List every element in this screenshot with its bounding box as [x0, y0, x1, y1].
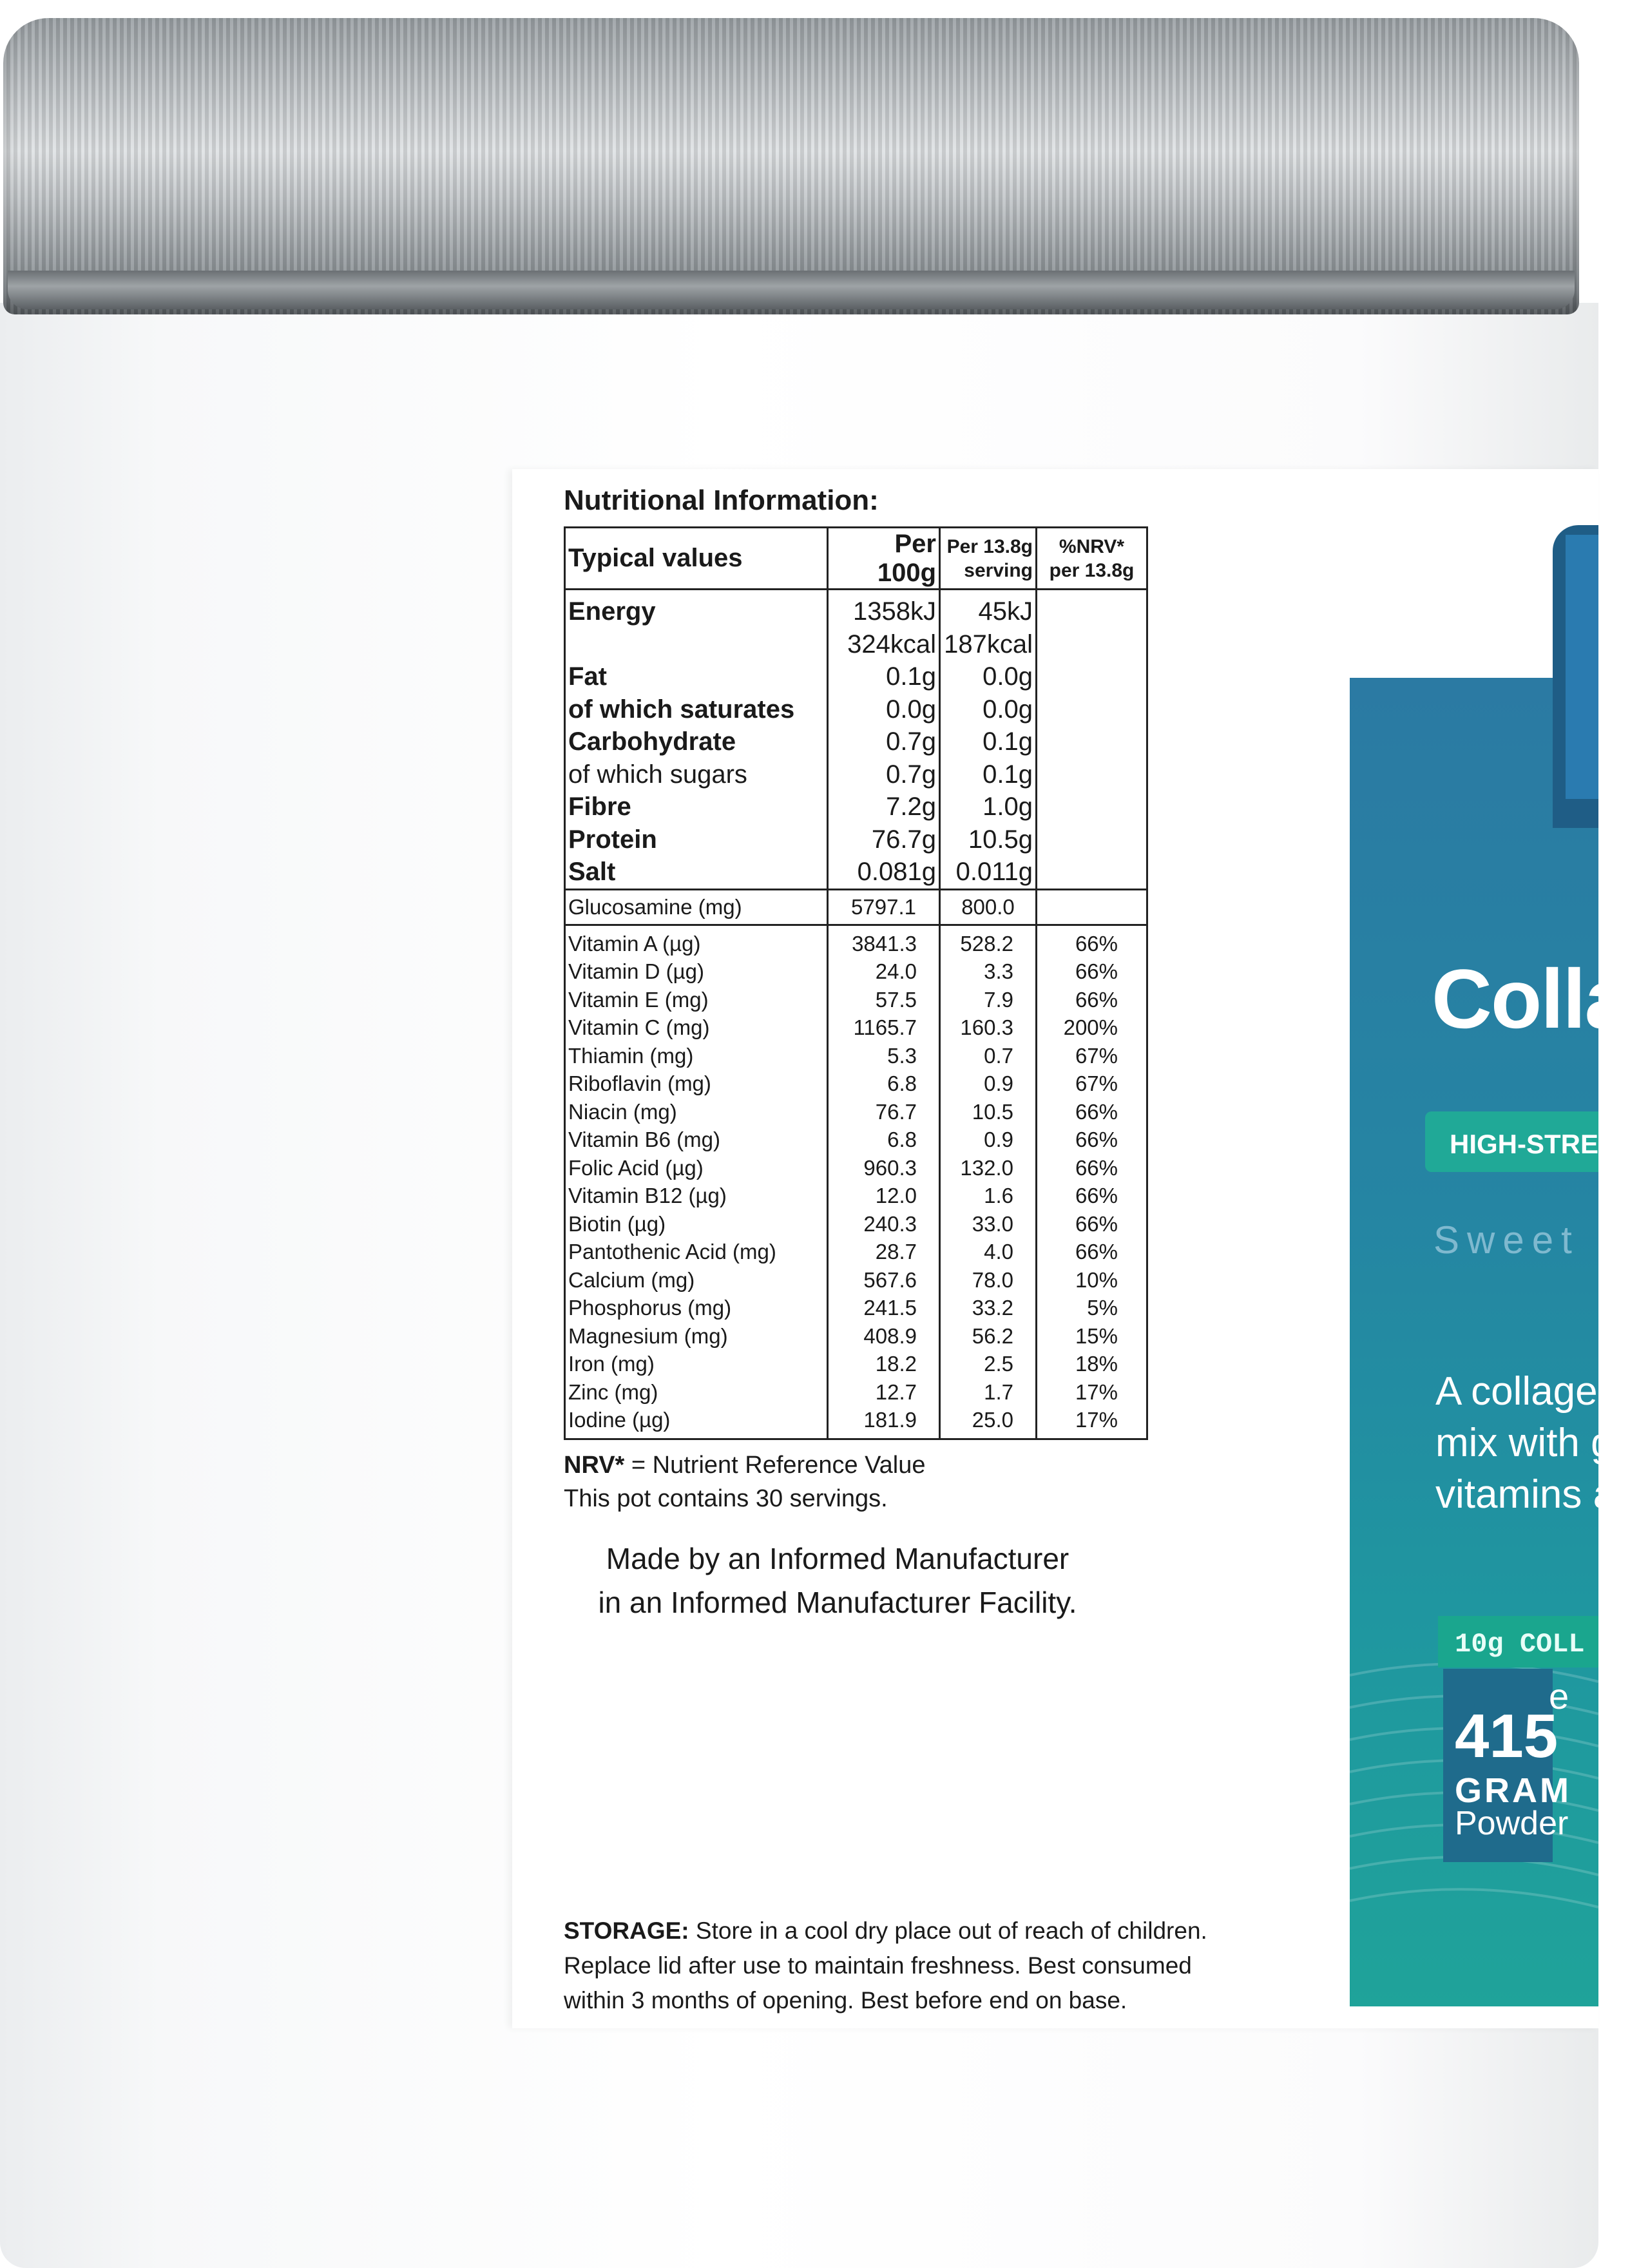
nutrient-per100: 0.1g: [828, 660, 940, 693]
nutrient-per100: 0.7g: [828, 726, 940, 758]
nutrient-serving: 45kJ: [940, 590, 1037, 628]
vitamin-serving: 132.0: [940, 1154, 1037, 1182]
vitamin-nrv: 66%: [1037, 986, 1147, 1014]
glucosamine-nrv: [1037, 889, 1147, 925]
nutrient-label: Carbohydrate: [568, 727, 736, 756]
vitamin-serving: 25.0: [940, 1406, 1037, 1439]
nutrient-nrv: [1037, 791, 1147, 823]
header-nrv: [1037, 528, 1147, 590]
vitamin-nrv: 15%: [1037, 1322, 1147, 1350]
vitamin-per100: 240.3: [828, 1210, 940, 1238]
nutrient-nrv: [1037, 823, 1147, 856]
nutrient-per100: 0.081g: [828, 856, 940, 889]
vitamin-nrv: 66%: [1037, 1182, 1147, 1210]
table-row: [565, 1266, 1147, 1294]
weight-unit: GRAM: [1455, 1771, 1571, 1810]
product-title: Colla: [1432, 952, 1630, 1046]
table-row: [565, 791, 1147, 823]
glucosamine-serving: 800.0: [940, 889, 1037, 925]
desc-line-1: A collagen: [1435, 1369, 1620, 1414]
table-row: [565, 1294, 1147, 1322]
vitamin-nrv: 66%: [1037, 1238, 1147, 1266]
vitamin-serving: 0.9: [940, 1126, 1037, 1154]
desc-line-2: mix with g: [1435, 1421, 1613, 1465]
vitamin-nrv: 66%: [1037, 1154, 1147, 1182]
vitamin-label: Vitamin D (µg): [568, 959, 704, 984]
manufacturer-line-2: in an Informed Manufacturer Facility.: [598, 1586, 1077, 1619]
table-row: [565, 590, 1147, 628]
vitamin-nrv: 17%: [1037, 1406, 1147, 1439]
strength-pill-text: HIGH-STREN: [1450, 1129, 1618, 1159]
vitamin-per100: 76.7: [828, 1098, 940, 1126]
brand-logo-icon: [1566, 535, 1598, 799]
weight-value: 415: [1455, 1702, 1558, 1771]
storage-text-1: Store in a cool dry place out of reach of children.: [689, 1917, 1207, 1944]
nutrient-serving: 10.5g: [940, 823, 1037, 856]
vitamin-label: Vitamin A (µg): [568, 931, 701, 956]
nutrient-nrv: [1037, 660, 1147, 693]
vitamin-label: Thiamin (mg): [568, 1043, 694, 1068]
vitamin-label: Niacin (mg): [568, 1099, 677, 1124]
vitamin-per100: 6.8: [828, 1126, 940, 1154]
vitamin-label: Calcium (mg): [568, 1267, 695, 1292]
vitamin-nrv: 10%: [1037, 1266, 1147, 1294]
table-row: [565, 823, 1147, 856]
nutrient-label: Fibre: [568, 793, 631, 822]
vitamin-per100: 28.7: [828, 1238, 940, 1266]
vitamin-per100: 5.3: [828, 1042, 940, 1070]
vitamin-per100: 12.7: [828, 1378, 940, 1407]
storage-heading: STORAGE:: [564, 1917, 689, 1944]
glucosamine-section: [565, 889, 1147, 925]
vitamin-nrv: 66%: [1037, 1126, 1147, 1154]
header-per-serving: [940, 528, 1037, 590]
manufacturer-statement: [515, 1537, 1160, 1624]
nutrient-label: Salt: [568, 858, 616, 887]
nutrient-label: Protein: [568, 825, 657, 854]
header-per100: Per 100g: [828, 528, 940, 590]
vitamin-serving: 10.5: [940, 1098, 1037, 1126]
vitamin-per100: 18.2: [828, 1350, 940, 1378]
manufacturer-line-1: Made by an Informed Manufacturer: [606, 1542, 1069, 1575]
vitamin-label: Vitamin C (mg): [568, 1015, 710, 1040]
vitamin-serving: 3.3: [940, 957, 1037, 986]
table-row: [565, 1014, 1147, 1042]
vitamin-nrv: 66%: [1037, 925, 1147, 957]
header-nrv-line1: %NRV*: [1059, 535, 1125, 557]
servings-note: This pot contains 30 servings.: [564, 1485, 888, 1512]
nutrient-label: of which sugars: [568, 760, 747, 789]
vitamin-label: Iron (mg): [568, 1352, 655, 1376]
nutrition-header-row: [565, 528, 1147, 590]
vitamin-nrv: 66%: [1037, 1098, 1147, 1126]
vitamin-serving: 33.2: [940, 1294, 1037, 1322]
table-row: [565, 1154, 1147, 1182]
vitamin-serving: 56.2: [940, 1322, 1037, 1350]
table-row: [565, 957, 1147, 986]
table-row: [565, 726, 1147, 758]
table-row: [565, 660, 1147, 693]
vitamin-label: Riboflavin (mg): [568, 1072, 711, 1096]
table-row: [565, 1210, 1147, 1238]
vitamin-per100: 567.6: [828, 1266, 940, 1294]
table-row: [565, 758, 1147, 791]
table-row: [565, 1070, 1147, 1098]
vitamin-per100: 1165.7: [828, 1014, 940, 1042]
nutrient-serving: 0.1g: [940, 758, 1037, 791]
vitamin-per100: 6.8: [828, 1070, 940, 1098]
nutrient-nrv: [1037, 856, 1147, 889]
vitamin-serving: 0.7: [940, 1042, 1037, 1070]
vitamin-serving: 1.7: [940, 1378, 1037, 1407]
table-row: [565, 628, 1147, 661]
nutrient-per100: 7.2g: [828, 791, 940, 823]
nutrient-serving: 0.011g: [940, 856, 1037, 889]
flavor-text: Sweet: [1433, 1218, 1580, 1262]
vitamin-nrv: 5%: [1037, 1294, 1147, 1322]
nutrient-serving: 0.1g: [940, 726, 1037, 758]
lid: [3, 18, 1579, 314]
vitamin-label: Vitamin E (mg): [568, 987, 709, 1012]
table-row: [565, 1042, 1147, 1070]
nutrient-nrv: [1037, 628, 1147, 661]
vitamin-per100: 24.0: [828, 957, 940, 986]
vitamin-nrv: 17%: [1037, 1378, 1147, 1407]
collagen-strip-text: 10g COLL: [1455, 1629, 1585, 1660]
table-row: [565, 1098, 1147, 1126]
nutrient-serving: 0.0g: [940, 693, 1037, 726]
vitamin-per100: 12.0: [828, 1182, 940, 1210]
header-typical: Typical values: [565, 528, 828, 590]
nutrient-serving: 0.0g: [940, 660, 1037, 693]
nutrient-nrv: [1037, 693, 1147, 726]
vitamin-serving: 78.0: [940, 1266, 1037, 1294]
vitamin-serving: 7.9: [940, 986, 1037, 1014]
glucosamine-label: Glucosamine (mg): [565, 889, 828, 925]
nrv-note: [564, 1448, 926, 1515]
nutrient-label: [565, 628, 828, 661]
vitamin-serving: 2.5: [940, 1350, 1037, 1378]
nutrition-table: [564, 526, 1148, 1440]
table-row: [565, 1350, 1147, 1378]
vitamin-nrv: 66%: [1037, 1210, 1147, 1238]
nutrient-label: Energy: [568, 597, 656, 626]
storage-line-2: Replace lid after use to maintain freshness. Best consumed: [564, 1952, 1192, 1979]
vitamin-nrv: 67%: [1037, 1070, 1147, 1098]
vitamin-label: Zinc (mg): [568, 1379, 658, 1404]
nrv-definition: [564, 1448, 926, 1482]
weight-form: Powder: [1455, 1805, 1569, 1842]
estimated-mark: e: [1549, 1676, 1569, 1716]
nutrient-per100: 76.7g: [828, 823, 940, 856]
header-per-serving-line2: serving: [964, 559, 1033, 581]
table-row: [565, 889, 1147, 925]
vitamin-nrv: 200%: [1037, 1014, 1147, 1042]
nutrient-label: Fat: [568, 662, 607, 691]
header-nrv-line2: per 13.8g: [1049, 559, 1135, 581]
table-row: [565, 1182, 1147, 1210]
table-row: [565, 856, 1147, 889]
storage-instructions: [564, 1914, 1337, 2018]
table-row: [565, 1378, 1147, 1407]
table-row: [565, 693, 1147, 726]
vitamin-label: Iodine (µg): [568, 1408, 671, 1432]
table-row: [565, 1126, 1147, 1154]
nutrient-serving: 1.0g: [940, 791, 1037, 823]
table-row: [565, 1322, 1147, 1350]
vitamin-per100: 408.9: [828, 1322, 940, 1350]
vitamin-per100: 3841.3: [828, 925, 940, 957]
vitamin-label: Vitamin B12 (µg): [568, 1184, 727, 1208]
nutrient-serving: 187kcal: [940, 628, 1037, 661]
nutrient-per100: 1358kJ: [828, 590, 940, 628]
vitamin-serving: 33.0: [940, 1210, 1037, 1238]
nutrient-nrv: [1037, 590, 1147, 628]
vitamin-label: Magnesium (mg): [568, 1323, 728, 1348]
vitamin-label: Vitamin B6 (mg): [568, 1128, 720, 1152]
main-nutrients: [565, 590, 1147, 890]
storage-line-3: within 3 months of opening. Best before end on base.: [564, 1987, 1127, 2013]
nutrient-per100: 0.0g: [828, 693, 940, 726]
vitamin-serving: 1.6: [940, 1182, 1037, 1210]
header-per-serving-line1: Per 13.8g: [946, 535, 1033, 557]
vitamin-per100: 181.9: [828, 1406, 940, 1439]
table-row: [565, 1406, 1147, 1439]
front-description: [1435, 1366, 1620, 1521]
desc-line-3: vitamins a: [1435, 1472, 1616, 1517]
vitamin-serving: 160.3: [940, 1014, 1037, 1042]
vitamin-per100: 960.3: [828, 1154, 940, 1182]
vitamin-nrv: 18%: [1037, 1350, 1147, 1378]
nrv-term: NRV*: [564, 1452, 625, 1479]
nutrient-label: of which saturates: [568, 695, 795, 724]
nutrient-per100: 324kcal: [828, 628, 940, 661]
lid-rim: [8, 271, 1575, 309]
vitamin-label: Folic Acid (µg): [568, 1155, 704, 1180]
table-row: [565, 1238, 1147, 1266]
nrv-def-text: = Nutrient Reference Value: [624, 1452, 926, 1479]
vitamin-label: Phosphorus (mg): [568, 1296, 732, 1320]
vitamin-per100: 57.5: [828, 986, 940, 1014]
vitamin-label: Biotin (µg): [568, 1211, 666, 1236]
table-row: [565, 986, 1147, 1014]
nutrient-nrv: [1037, 758, 1147, 791]
nutrient-per100: 0.7g: [828, 758, 940, 791]
vitamin-label: Pantothenic Acid (mg): [568, 1240, 776, 1264]
glucosamine-per100: 5797.1: [828, 889, 940, 925]
nutrition-title: Nutritional Information:: [564, 485, 879, 516]
vitamin-serving: 528.2: [940, 925, 1037, 957]
table-row: [565, 925, 1147, 957]
vitamin-per100: 241.5: [828, 1294, 940, 1322]
vitamins-minerals: [565, 925, 1147, 1439]
vitamin-serving: 4.0: [940, 1238, 1037, 1266]
vitamin-nrv: 67%: [1037, 1042, 1147, 1070]
storage-line-1: [564, 1914, 1337, 1948]
nutrient-nrv: [1037, 726, 1147, 758]
vitamin-nrv: 66%: [1037, 957, 1147, 986]
vitamin-serving: 0.9: [940, 1070, 1037, 1098]
